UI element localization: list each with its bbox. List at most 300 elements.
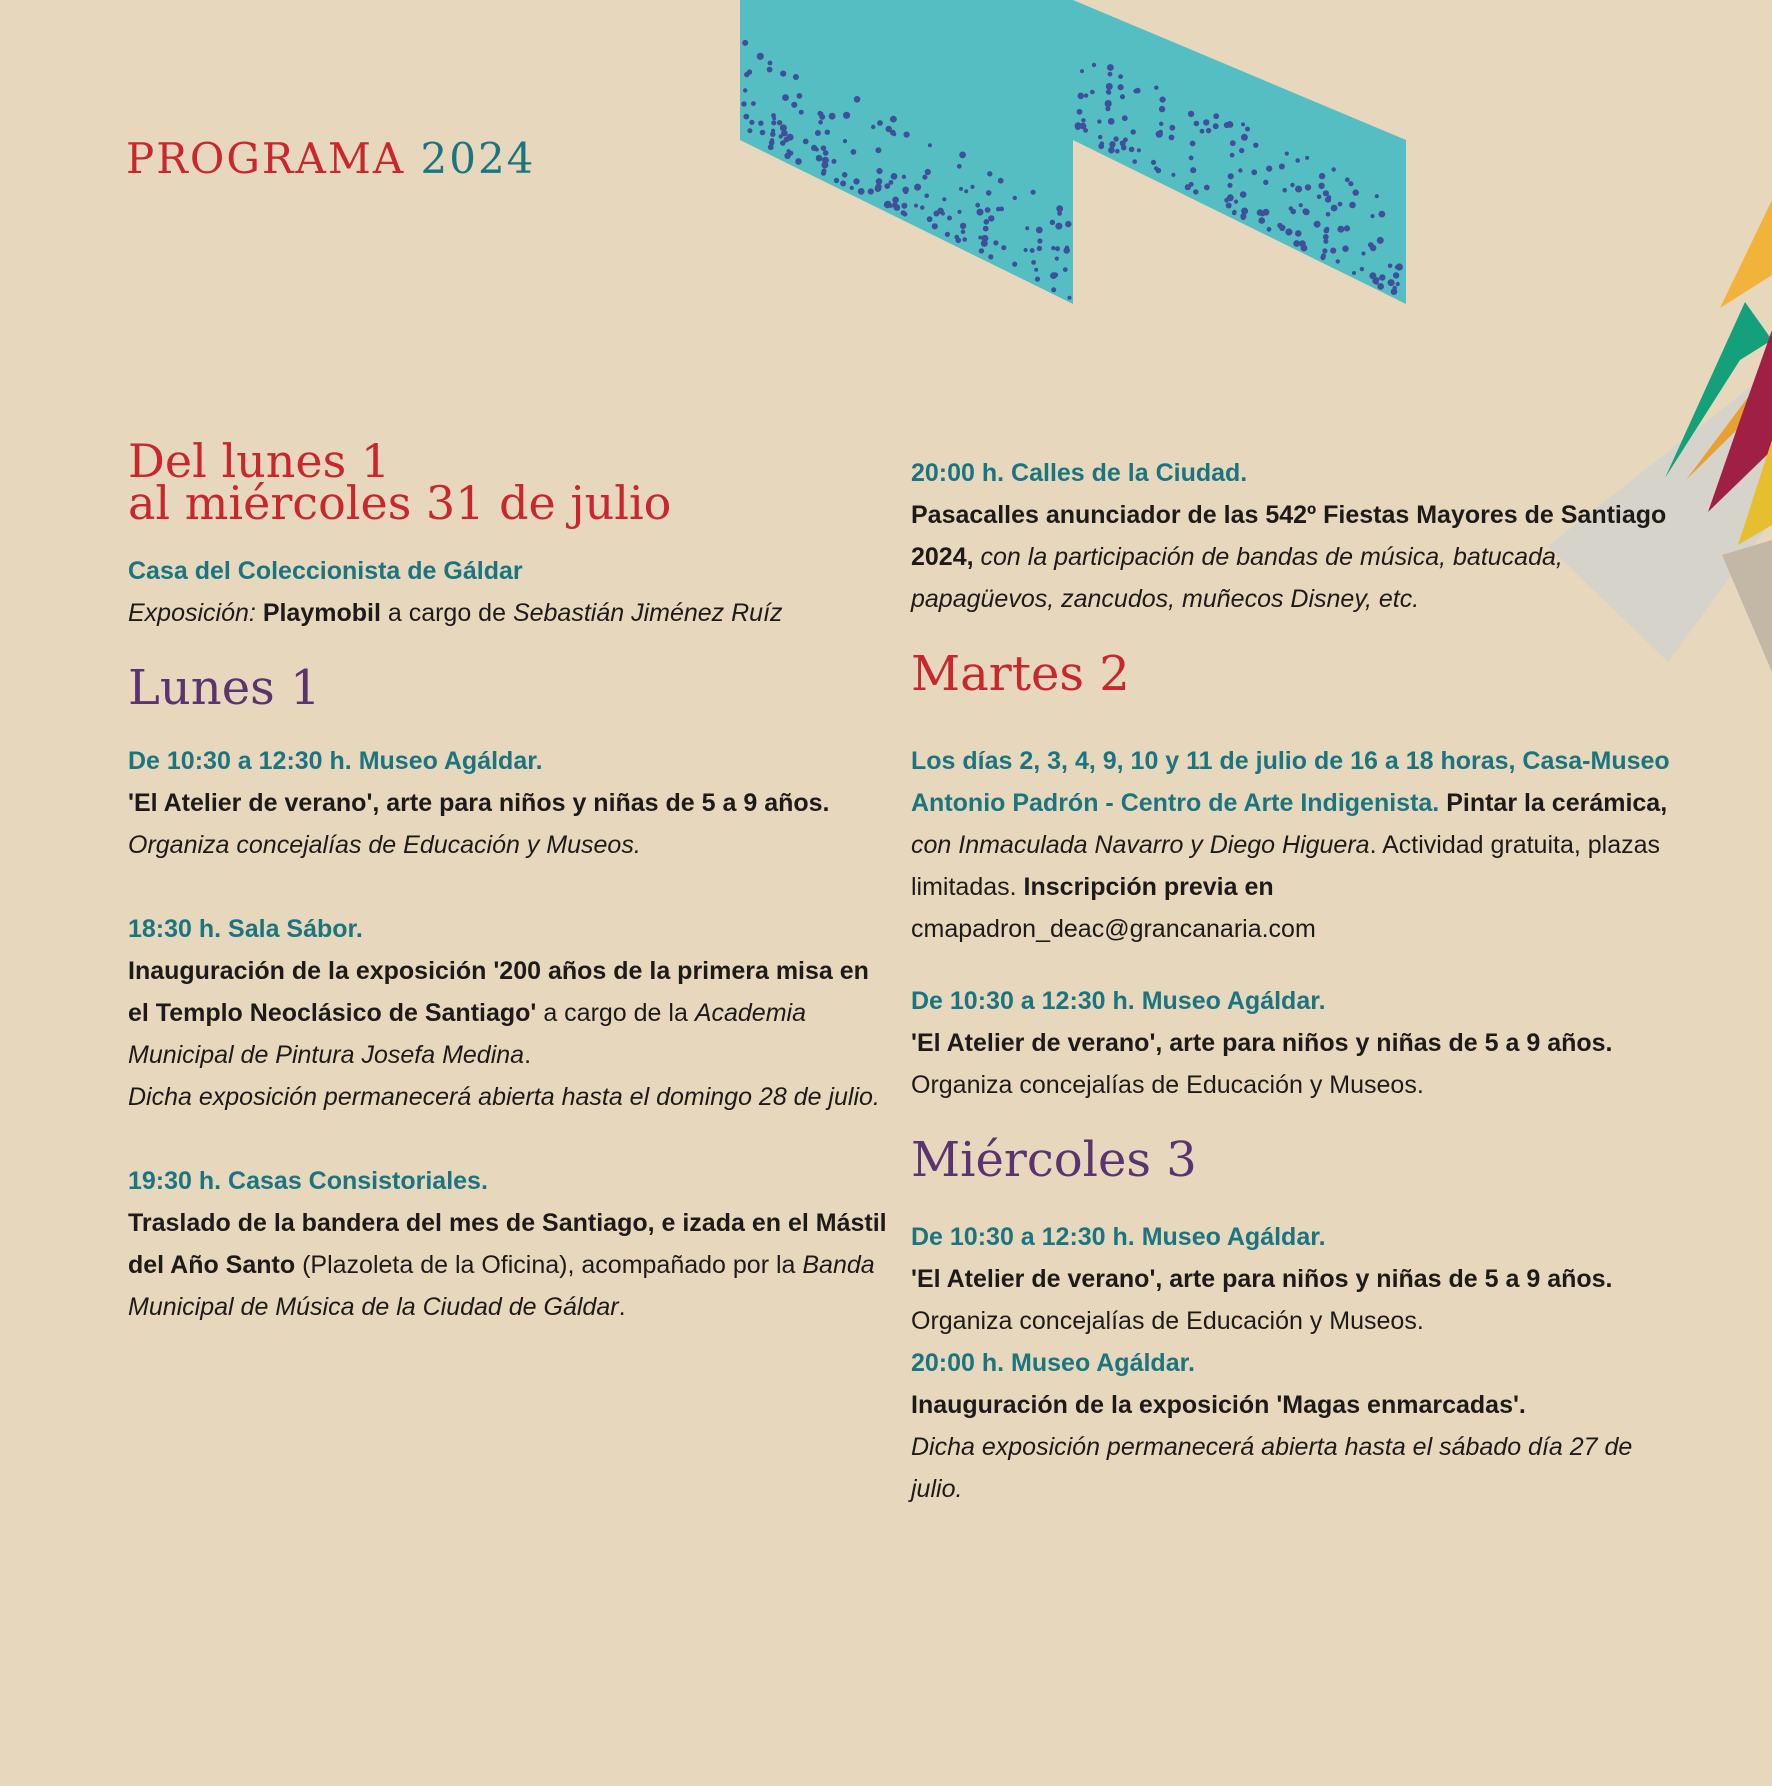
event-organizer: Organiza concejalías de Educación y Museos.: [128, 831, 641, 859]
dot: [1377, 237, 1384, 244]
dot: [1193, 189, 1198, 194]
dot: [1344, 225, 1350, 231]
dot: [1160, 97, 1166, 103]
dot: [1012, 262, 1017, 267]
dot: [1337, 226, 1344, 233]
dot: [799, 110, 804, 115]
dot: [771, 129, 775, 133]
event-pasacalles: [911, 452, 1671, 620]
dot: [1190, 167, 1196, 173]
dot: [1323, 234, 1329, 240]
dot: [954, 235, 959, 240]
dot: [1317, 195, 1322, 200]
dot: [784, 137, 790, 143]
dot: [892, 132, 896, 136]
event-text: (Plazoleta de la Oficina), acompañado por la: [295, 1251, 803, 1279]
event-time: 20:00 h. Museo Agáldar.: [911, 1349, 1195, 1377]
day-heading-lunes: Lunes 1: [128, 660, 321, 716]
event-email: cmapadron_deac@grancanaria.com: [911, 915, 1316, 943]
dot: [758, 121, 763, 126]
dot: [871, 125, 875, 129]
dot: [1080, 69, 1084, 73]
dot: [970, 185, 974, 189]
dot: [877, 120, 883, 126]
dot: [1295, 186, 1302, 193]
event-time: De 10:30 a 12:30 h. Museo Agáldar.: [911, 987, 1326, 1015]
dot: [993, 240, 998, 245]
dot: [793, 74, 799, 80]
dot: [1159, 122, 1163, 126]
event-title: 'El Atelier de verano', arte para niños y niñas de 5 a 9 años.: [128, 789, 830, 817]
event-title: Pasacalles anunciador de las 542º Fiestas Mayores de Santiago 2024,: [911, 501, 1667, 571]
dot: [1025, 226, 1029, 230]
dot: [819, 114, 825, 120]
dot: [1013, 196, 1017, 200]
dot: [922, 175, 927, 180]
dot: [843, 139, 847, 143]
right-column: [911, 452, 1671, 1510]
dot: [840, 181, 846, 187]
dot: [904, 132, 910, 138]
dot: [1263, 180, 1268, 185]
dot: [1122, 115, 1128, 121]
dot: [1031, 260, 1036, 265]
dot: [901, 203, 907, 209]
event-time: De 10:30 a 12:30 h. Museo Agáldar.: [128, 747, 543, 775]
exhibit-entry: [128, 550, 888, 634]
dot: [743, 88, 747, 92]
dot: [1107, 90, 1112, 95]
dot: [818, 120, 823, 125]
dot: [1338, 202, 1343, 207]
dot: [1282, 188, 1287, 193]
event-note: Dicha exposición permanecerá abierta hasta el sábado día 27 de julio.: [911, 1433, 1633, 1503]
dot: [1001, 245, 1006, 250]
event-title: Traslado de la bandera del mes de Santiago, e izada en el Mástil del Año Santo: [128, 1209, 887, 1279]
dot: [1204, 185, 1210, 191]
event-title: 'El Atelier de verano', arte para niños y niñas de 5 a 9 años.: [911, 1029, 1613, 1057]
dot: [1131, 129, 1136, 134]
event-time: 19:30 h. Casas Consistoriales.: [128, 1167, 488, 1195]
left-column: [128, 434, 888, 1328]
dot: [771, 120, 776, 125]
dot: [1189, 156, 1194, 161]
dot: [1375, 194, 1379, 198]
dot: [1319, 173, 1325, 179]
dot: [876, 168, 882, 174]
dot: [1396, 282, 1400, 286]
event-atelier-martes: [911, 980, 1671, 1106]
dot: [1230, 140, 1236, 146]
dot: [892, 202, 898, 208]
dot: [1361, 251, 1365, 255]
dot: [803, 139, 809, 145]
dot: [1084, 93, 1088, 97]
dot: [1213, 113, 1219, 119]
dot: [1230, 153, 1235, 158]
event-organizer: Organiza concejalías de Educación y Museos.: [911, 1307, 1424, 1335]
event-title: Inauguración de la exposición 'Magas enmarcadas'.: [911, 1391, 1526, 1419]
dot: [851, 149, 857, 155]
dot: [1081, 118, 1085, 122]
dot: [978, 236, 982, 240]
dot: [1330, 248, 1336, 254]
dot: [1109, 141, 1115, 147]
range-heading-line1: Del lunes 1: [128, 434, 391, 488]
dot: [1395, 265, 1399, 269]
event-time: 20:00 h. Calles de la Ciudad.: [911, 459, 1248, 487]
dot: [1290, 183, 1294, 187]
dot: [1393, 286, 1397, 290]
dot: [961, 229, 966, 234]
dot: [791, 102, 797, 108]
dot: [850, 186, 854, 190]
event-organizer: Organiza concejalías de Educación y Museos.: [911, 1071, 1424, 1099]
range-heading: [128, 434, 888, 530]
dot: [1388, 279, 1395, 286]
dot: [1065, 246, 1069, 250]
dot: [1063, 267, 1068, 272]
dot: [1267, 227, 1272, 232]
dot: [1305, 184, 1311, 190]
dot: [1241, 122, 1245, 126]
dot: [1253, 143, 1258, 148]
dot: [815, 130, 821, 136]
event-note: Dicha exposición permanecerá abierta hasta el domingo 28 de julio.: [128, 1083, 880, 1111]
event-details: con la participación de bandas de música, batucada, papagüevos, zancudos, muñecos Disney, etc.: [911, 543, 1563, 613]
dot: [903, 187, 909, 193]
dot: [1030, 248, 1035, 253]
range-heading-line2: al miércoles 31 de julio: [128, 476, 672, 530]
dot: [1206, 128, 1211, 133]
dot: [1239, 148, 1244, 153]
dot: [957, 210, 961, 214]
dot: [1345, 177, 1350, 182]
dot: [1156, 131, 1163, 138]
dot: [901, 210, 906, 215]
dot: [1302, 208, 1308, 214]
event-organizer: Academia Municipal de Pintura Josefa Medina: [128, 999, 806, 1069]
event-magas-enmarcadas: [911, 1342, 1671, 1510]
dot: [1108, 118, 1115, 125]
dot: [822, 169, 827, 174]
dot: [757, 53, 764, 60]
dot: [829, 113, 836, 120]
dot: [747, 128, 752, 133]
dot: [884, 183, 890, 189]
dot: [1241, 208, 1248, 215]
dot: [925, 169, 931, 175]
dot: [1151, 160, 1156, 165]
dot: [1238, 168, 1242, 172]
event-atelier-lunes: [128, 740, 888, 866]
dot: [962, 237, 967, 242]
dot: [1393, 272, 1399, 278]
event-time: De 10:30 a 12:30 h. Museo Agáldar.: [911, 1223, 1326, 1251]
dot: [977, 209, 984, 216]
dot: [1077, 109, 1083, 115]
dot: [825, 130, 830, 135]
dot: [914, 184, 921, 191]
dot: [1068, 296, 1072, 300]
day-heading-martes: Martes 2: [911, 646, 1130, 702]
dot: [1332, 167, 1336, 171]
dot: [747, 69, 752, 74]
dot: [985, 207, 991, 213]
dot: [983, 226, 989, 232]
dot: [853, 178, 859, 184]
dot: [1370, 214, 1374, 218]
event-atelier-miercoles: [911, 1216, 1671, 1342]
dot: [959, 187, 963, 191]
dot: [1097, 119, 1101, 123]
dot: [960, 223, 966, 229]
dot: [1377, 283, 1384, 290]
dot: [1105, 100, 1112, 107]
dot: [1369, 272, 1376, 279]
dot: [890, 116, 897, 123]
dot: [1035, 277, 1040, 282]
dot: [815, 147, 819, 151]
dot: [1121, 145, 1127, 151]
dot: [1228, 173, 1234, 179]
dot: [1241, 215, 1246, 220]
dot: [1227, 121, 1232, 126]
dot: [987, 171, 992, 176]
dot: [1314, 221, 1321, 228]
dot: [1261, 212, 1265, 216]
dot: [1169, 135, 1175, 141]
dot: [876, 178, 883, 185]
dot: [1226, 203, 1232, 209]
dot: [782, 94, 789, 101]
dot: [1024, 248, 1028, 252]
dot: [1258, 217, 1265, 224]
dot: [1295, 230, 1302, 237]
dot: [832, 159, 837, 164]
dot: [770, 138, 774, 142]
dot: [1342, 245, 1349, 252]
dot: [891, 173, 898, 180]
dot: [1360, 267, 1364, 271]
dot: [742, 40, 748, 46]
dot: [749, 120, 754, 125]
dot: [1118, 74, 1123, 79]
dot: [743, 114, 749, 120]
dot: [858, 188, 865, 195]
dot: [933, 211, 939, 217]
exhibit-by: a cargo de: [380, 599, 513, 627]
dot: [1353, 189, 1359, 195]
dot: [1322, 248, 1327, 253]
dot: [1324, 228, 1330, 234]
dot: [1290, 209, 1296, 215]
dot: [1349, 202, 1356, 209]
dot: [1080, 123, 1087, 130]
event-band: Banda Municipal de Música de la Ciudad de Gáldar: [128, 1251, 875, 1321]
dot: [1266, 166, 1272, 172]
dot: [1154, 86, 1158, 90]
dot: [1190, 141, 1196, 147]
event-traslado-bandera: [128, 1160, 888, 1328]
dot: [1203, 119, 1209, 125]
dot: [998, 178, 1004, 184]
dot: [1107, 64, 1114, 71]
dot: [902, 175, 906, 179]
dot: [984, 219, 990, 225]
dot: [920, 205, 924, 209]
dot: [779, 134, 783, 138]
dot: [942, 197, 946, 201]
page-title: [126, 134, 535, 183]
dot: [1301, 245, 1308, 252]
dot: [1051, 246, 1055, 250]
dot: [1194, 121, 1200, 127]
dot: [1285, 228, 1292, 235]
exhibit-author: Sebastián Jiménez Ruíz: [512, 599, 783, 627]
dot: [927, 216, 933, 222]
dot: [1234, 200, 1238, 204]
dot: [1051, 287, 1056, 292]
dot: [767, 67, 773, 73]
dot: [941, 211, 945, 215]
dot: [886, 126, 892, 132]
dot: [996, 207, 1001, 212]
dot: [816, 155, 821, 160]
dot: [795, 158, 802, 165]
dot: [784, 153, 790, 159]
dot: [1057, 211, 1062, 216]
dot: [932, 223, 938, 229]
dot: [1034, 268, 1038, 272]
dot: [1106, 83, 1113, 90]
dot: [981, 235, 988, 242]
dot: [914, 204, 918, 208]
dot: [780, 71, 786, 77]
dot: [1388, 264, 1393, 269]
dot: [1115, 149, 1120, 154]
dot: [1293, 240, 1300, 247]
dot: [843, 112, 850, 119]
dot: [1241, 134, 1248, 141]
dot: [1240, 191, 1247, 198]
dot: [945, 232, 950, 237]
dot: [760, 130, 766, 136]
dot: [1245, 127, 1250, 132]
dot: [768, 61, 773, 66]
dot: [1132, 159, 1137, 164]
dot: [1188, 111, 1194, 117]
dot: [797, 93, 803, 99]
dot: [868, 188, 874, 194]
event-time: Los días 2, 3, 4, 9, 10 y 11 de julio de 16 a 18 horas, Casa-Museo Antonio Padrón - Centro de Arte Indigenista.: [911, 747, 1670, 817]
dot: [1055, 257, 1059, 261]
dot: [947, 216, 952, 221]
dot: [1169, 125, 1175, 131]
dot: [834, 178, 839, 183]
dot: [1295, 158, 1300, 163]
dot: [1156, 168, 1162, 174]
dot: [822, 157, 829, 164]
dot: [1118, 84, 1124, 90]
dot: [1279, 225, 1285, 231]
dot: [928, 143, 932, 147]
dot: [1135, 88, 1141, 94]
dot: [1305, 156, 1309, 160]
dot: [1232, 211, 1237, 216]
dot: [1108, 72, 1113, 77]
dot: [1090, 90, 1095, 95]
dot: [842, 172, 848, 178]
title-year: 2024: [420, 134, 536, 183]
event-title: Inauguración de la exposición '200 años de la primera misa en el Templo Neoclásico de Santiago': [128, 957, 869, 1027]
dot: [1055, 246, 1060, 251]
dot: [975, 203, 980, 208]
dot: [1379, 211, 1386, 218]
event-registration: Inscripción previa en: [1023, 873, 1274, 901]
exhibit-venue: Casa del Coleccionista de Gáldar: [128, 557, 523, 585]
dot: [1100, 141, 1105, 146]
event-inauguracion-200: [128, 908, 888, 1118]
dot: [1352, 271, 1356, 275]
dot: [959, 152, 966, 159]
dot: [1065, 221, 1071, 227]
event-hosts: con Inmaculada Navarro y Diego Higuera: [911, 831, 1370, 859]
dot: [751, 101, 756, 106]
dot: [1037, 246, 1042, 251]
dot: [854, 96, 861, 103]
dot: [1113, 136, 1118, 141]
dot: [1227, 183, 1232, 188]
dot: [1279, 164, 1285, 170]
dot: [1189, 182, 1194, 187]
dot: [1379, 274, 1385, 280]
dot: [1078, 93, 1085, 100]
exhibit-name: Playmobil: [262, 599, 381, 627]
dot: [821, 145, 827, 151]
dot: [1331, 205, 1338, 212]
dot: [1348, 181, 1353, 186]
dot: [1321, 253, 1326, 258]
title-word: PROGRAMA: [126, 134, 406, 183]
day-heading-miercoles: Miércoles 3: [911, 1132, 1197, 1188]
dot: [875, 147, 881, 153]
dot: [1031, 190, 1036, 195]
dot: [884, 201, 891, 208]
dot: [892, 197, 899, 204]
dot: [1285, 152, 1289, 156]
dot: [1092, 63, 1096, 67]
event-dot: .: [618, 1293, 626, 1321]
dot: [1050, 220, 1055, 225]
dot: [741, 101, 746, 106]
dot: [1129, 147, 1135, 153]
event-text: . Actividad gratuita, plazas limitadas.: [911, 831, 1661, 901]
dot: [1050, 272, 1057, 279]
dot: [772, 116, 776, 120]
dot: [1251, 169, 1257, 175]
dot: [1120, 94, 1125, 99]
dot: [1055, 223, 1062, 230]
dot: [964, 189, 968, 193]
dot: [777, 120, 782, 125]
dot: [1098, 135, 1102, 139]
dot: [1318, 183, 1324, 189]
dot: [957, 164, 962, 169]
dot: [924, 194, 929, 199]
exhibit-label: Exposición:: [128, 599, 256, 627]
dot: [1037, 238, 1042, 243]
